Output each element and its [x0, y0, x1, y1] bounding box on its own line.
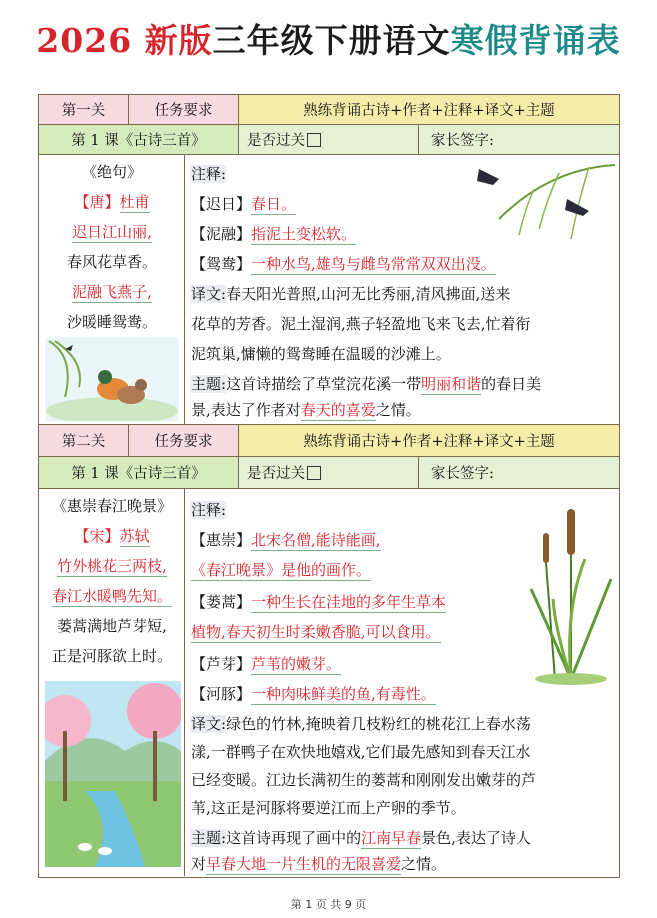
note2-3-def: 芦苇的嫩芽。 [251, 655, 342, 673]
poem1-line1-text: 迟日江山丽, [72, 223, 152, 241]
stage2-header-row [39, 425, 619, 457]
poem2-line4: 正是河豚欲上时。 [51, 647, 172, 665]
translation2-line1 [191, 715, 531, 733]
stage1-body [39, 155, 619, 425]
note2-term: 【泥融】 [191, 225, 252, 243]
theme1-label: 主题: [191, 375, 227, 393]
note2-4-def: 一种肉味鲜美的鱼,有毒性。 [251, 685, 436, 703]
poem2-author-line [39, 527, 185, 545]
theme2-b: 江南早春 [361, 829, 422, 847]
stage2-task: 熟练背诵古诗+作者+注释+译文+主题 [239, 425, 619, 456]
stage2-pass-label: 是否过关 [247, 466, 305, 482]
note2-1-def: 北宋名僧,能诗能画, [251, 531, 381, 549]
worksheet-table [38, 94, 620, 878]
theme1-d: 景,表达了作者对 [191, 401, 301, 419]
stage1-header-row [39, 95, 619, 125]
title-grade: 三年级下册语文 [212, 21, 451, 60]
poem2-dynasty: 【宋】 [74, 527, 120, 545]
poem2-title: 《惠崇春江晚景》 [51, 497, 172, 515]
note2-3-row [191, 655, 341, 673]
note2-1b-def: 《春江晚景》是他的画作。 [191, 561, 372, 579]
note2-2-term: 【蒌蒿】 [191, 593, 252, 611]
theme1-line2 [191, 401, 421, 419]
stage2-sign: 家长签字: [419, 457, 619, 488]
theme2-label: 主题: [191, 829, 227, 847]
note2-2b-def: 植物,春天初生时柔嫩香脆,可以食用。 [191, 623, 441, 641]
poem1-line3-text: 泥融飞燕子, [72, 283, 152, 301]
poem1-line2: 春风花草香。 [66, 253, 157, 271]
page-title [0, 8, 657, 74]
translation2-label: 译文: [191, 715, 227, 733]
translation2-line3: 已经变暖。江边长满初生的蒌蒿和刚刚发出嫩芽的芦 [191, 771, 537, 789]
stage2-lesson: 第 1 课《古诗三首》 [39, 457, 239, 488]
note1-def: 春日。 [251, 195, 297, 213]
theme1-f: 之情。 [375, 401, 421, 419]
poem2-line3: 蒌蒿满地芦芽短, [57, 617, 167, 635]
note3-term: 【鸳鸯】 [191, 255, 252, 273]
poem1-author: 杜甫 [119, 193, 150, 211]
stage1-pass-label: 是否过关 [247, 133, 305, 149]
page-footer: 第 1 页 共 9 页 [290, 898, 367, 911]
notes2-label [191, 501, 226, 519]
poem1-line4: 沙暖睡鸳鸯。 [66, 313, 157, 331]
title-new: 新版 [144, 21, 213, 60]
stage1-label: 第一关 [39, 95, 129, 124]
poem2-line2-text: 春江水暖鸭先知。 [51, 587, 172, 605]
poem2-line1-text: 竹外桃花三两枝, [57, 557, 167, 575]
river-peach-blossom-illustration [45, 681, 181, 867]
theme2-line1 [191, 829, 531, 847]
theme1-a: 这首诗描绘了草堂浣花溪一带 [226, 375, 422, 393]
theme1-line1 [191, 375, 541, 393]
poem2-author: 苏轼 [119, 527, 150, 545]
translation1-line1 [191, 285, 510, 303]
notes1-label-text: 注释: [191, 165, 227, 183]
stage2-task-label: 任务要求 [129, 425, 239, 456]
note3-row [191, 255, 496, 273]
note2-3-term: 【芦芽】 [191, 655, 252, 673]
note1-term: 【迟日】 [191, 195, 252, 213]
theme1-c: 的春日美 [481, 375, 542, 393]
poem1-dynasty: 【唐】 [74, 193, 120, 211]
title-year: 2026 [36, 21, 133, 60]
title-recite: 寒假背诵表 [450, 21, 621, 60]
note2-1b-row [191, 561, 371, 579]
note2-2-def: 一种生长在洼地的多年生草本 [251, 593, 447, 611]
stage1-lesson: 第 1 课《古诗三首》 [39, 125, 239, 154]
theme2-line2 [191, 855, 446, 873]
stage1-pass [239, 125, 419, 154]
theme2-d: 对 [191, 855, 207, 873]
note2-1-term: 【惠崇】 [191, 531, 252, 549]
poem1-line1 [39, 223, 185, 241]
translation1-line3: 泥筑巢,慵懒的鸳鸯睡在温暖的沙滩上。 [191, 345, 451, 363]
stage2-poem-column [39, 489, 185, 876]
reed-cattail-illustration [525, 499, 615, 685]
stage2-pass-checkbox[interactable] [307, 466, 321, 480]
note2-1-row [191, 531, 381, 549]
translation1-label: 译文: [191, 285, 227, 303]
theme1-b: 明丽和谐 [421, 375, 482, 393]
swallow-willow-illustration [439, 159, 615, 245]
theme1-e: 春天的喜爱 [300, 401, 376, 419]
theme2-c: 景色,表达了诗人 [421, 829, 531, 847]
note2-4-row [191, 685, 436, 703]
stage1-sign: 家长签字: [419, 125, 619, 154]
note2-row [191, 225, 356, 243]
stage2-pass [239, 457, 419, 488]
note2-def: 指泥土变松软。 [251, 225, 357, 243]
theme2-f: 之情。 [401, 855, 447, 873]
poem1-author-line [39, 193, 185, 211]
theme2-a: 这首诗再现了画中的 [226, 829, 362, 847]
poem2-line2 [39, 587, 185, 605]
mandarin-duck-illustration [45, 337, 179, 421]
stage2-lesson-row [39, 457, 619, 489]
translation2-line2: 漾,一群鸭子在欢快地嬉戏,它们最先感知到春天江水 [191, 743, 531, 761]
stage1-task: 熟练背诵古诗+作者+注释+译文+主题 [239, 95, 619, 124]
note3-def: 一种水鸟,雄鸟与雌鸟常常双双出没。 [251, 255, 496, 273]
notes1-label [191, 165, 226, 183]
stage2-body [39, 489, 619, 876]
stage1-lesson-row [39, 125, 619, 155]
stage1-task-label: 任务要求 [129, 95, 239, 124]
stage2-label: 第二关 [39, 425, 129, 456]
translation2-text1: 绿色的竹林,掩映着几枝粉红的桃花江上春水荡 [226, 715, 531, 733]
note2-2-row [191, 593, 446, 611]
poem1-line3 [39, 283, 185, 301]
notes2-label-text: 注释: [191, 501, 227, 519]
stage1-poem-column [39, 155, 185, 424]
translation1-line2: 花草的芳香。泥土湿润,燕子轻盈地飞来飞去,忙着衔 [191, 315, 531, 333]
note2-4-term: 【河豚】 [191, 685, 252, 703]
note1-row [191, 195, 296, 213]
translation2-line4: 苇,这正是河豚将要逆江而上产卵的季节。 [191, 799, 466, 817]
poem2-line1 [39, 557, 185, 575]
theme2-e: 早春大地一片生机的无限喜爱 [206, 855, 402, 873]
stage1-pass-checkbox[interactable] [307, 133, 321, 147]
translation1-text1: 春天阳光普照,山河无比秀丽,清风拂面,送来 [226, 285, 511, 303]
note2-2b-row [191, 623, 441, 641]
poem1-title: 《绝句》 [81, 163, 142, 181]
